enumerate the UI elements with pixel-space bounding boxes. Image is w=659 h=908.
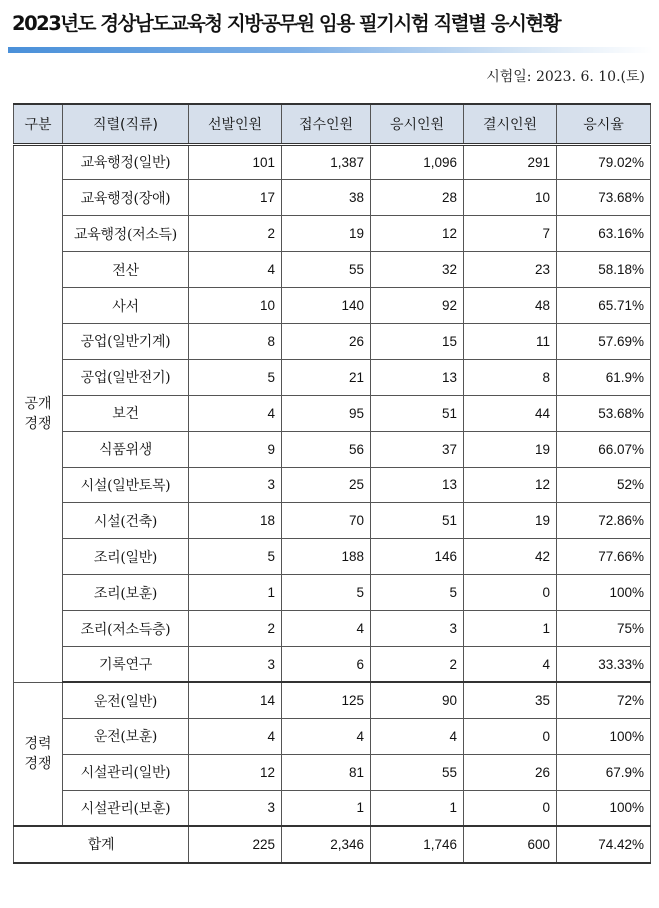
applied-cell: 55 (282, 252, 371, 288)
total-absent-cell: 600 (464, 826, 557, 863)
absent-cell: 7 (464, 216, 557, 252)
selected-cell: 4 (189, 395, 282, 431)
table-row (14, 646, 651, 682)
absent-cell: 35 (464, 682, 557, 718)
attended-cell: 28 (371, 180, 464, 216)
category-cell (14, 144, 63, 682)
attended-cell: 90 (371, 682, 464, 718)
job-series-cell: 식품위생 (63, 431, 189, 467)
total-applied-cell: 2,346 (282, 826, 371, 863)
job-series-cell: 시설관리(보훈) (63, 790, 189, 826)
selected-cell: 14 (189, 682, 282, 718)
absent-cell: 23 (464, 252, 557, 288)
selected-cell: 101 (189, 144, 282, 180)
attended-cell: 51 (371, 503, 464, 539)
selected-cell: 2 (189, 216, 282, 252)
header-rate: 응시율 (557, 104, 651, 144)
absent-cell: 0 (464, 575, 557, 611)
rate-cell: 53.68% (557, 395, 651, 431)
rate-cell: 73.68% (557, 180, 651, 216)
applied-cell: 1,387 (282, 144, 371, 180)
category-line1: 공개 (24, 395, 52, 412)
attended-cell: 92 (371, 288, 464, 324)
title-underline-bar (8, 47, 653, 53)
selected-cell: 12 (189, 754, 282, 790)
rate-cell: 100% (557, 718, 651, 754)
job-series-cell: 조리(저소득층) (63, 611, 189, 647)
header-selected: 선발인원 (189, 104, 282, 144)
absent-cell: 44 (464, 395, 557, 431)
job-series-cell: 시설(건축) (63, 503, 189, 539)
category-line2: 경쟁 (24, 755, 52, 772)
job-series-cell: 운전(보훈) (63, 718, 189, 754)
table-body (14, 144, 651, 863)
applied-cell: 19 (282, 216, 371, 252)
job-series-cell: 조리(보훈) (63, 575, 189, 611)
job-series-cell: 교육행정(저소득) (63, 216, 189, 252)
rate-cell: 58.18% (557, 252, 651, 288)
absent-cell: 19 (464, 503, 557, 539)
category-cell (14, 682, 63, 826)
rate-cell: 33.33% (557, 646, 651, 682)
selected-cell: 3 (189, 467, 282, 503)
absent-cell: 1 (464, 611, 557, 647)
applied-cell: 25 (282, 467, 371, 503)
job-series-cell: 교육행정(장애) (63, 180, 189, 216)
job-series-cell: 기록연구 (63, 646, 189, 682)
page-title: 2023년도 경상남도교육청 지방공무원 임용 필기시험 직렬별 응시현황 (12, 12, 561, 35)
total-label: 합계 (14, 826, 189, 863)
table-row (14, 790, 651, 826)
category-line1: 경력 (24, 735, 52, 752)
attended-cell: 4 (371, 718, 464, 754)
absent-cell: 10 (464, 180, 557, 216)
table-row (14, 467, 651, 503)
table-row (14, 323, 651, 359)
table-row (14, 431, 651, 467)
job-series-cell: 조리(일반) (63, 539, 189, 575)
header-job-series: 직렬(직류) (63, 104, 189, 144)
table-row (14, 539, 651, 575)
absent-cell: 19 (464, 431, 557, 467)
rate-cell: 63.16% (557, 216, 651, 252)
total-attended-cell: 1,746 (371, 826, 464, 863)
absent-cell: 48 (464, 288, 557, 324)
table-row (14, 216, 651, 252)
attended-cell: 1,096 (371, 144, 464, 180)
applied-cell: 21 (282, 359, 371, 395)
attended-cell: 37 (371, 431, 464, 467)
selected-cell: 3 (189, 790, 282, 826)
rate-cell: 61.9% (557, 359, 651, 395)
applied-cell: 4 (282, 611, 371, 647)
attended-cell: 2 (371, 646, 464, 682)
table-row (14, 180, 651, 216)
header-attended: 응시인원 (371, 104, 464, 144)
table-row (14, 252, 651, 288)
attended-cell: 3 (371, 611, 464, 647)
rate-cell: 67.9% (557, 754, 651, 790)
rate-cell: 100% (557, 790, 651, 826)
attended-cell: 13 (371, 359, 464, 395)
absent-cell: 11 (464, 323, 557, 359)
rate-cell: 72% (557, 682, 651, 718)
job-series-cell: 교육행정(일반) (63, 144, 189, 180)
rate-cell: 75% (557, 611, 651, 647)
table-row (14, 144, 651, 180)
selected-cell: 10 (189, 288, 282, 324)
job-series-cell: 전산 (63, 252, 189, 288)
rate-cell: 66.07% (557, 431, 651, 467)
attended-cell: 1 (371, 790, 464, 826)
absent-cell: 0 (464, 790, 557, 826)
table-row (14, 754, 651, 790)
rate-cell: 77.66% (557, 539, 651, 575)
applied-cell: 56 (282, 431, 371, 467)
rate-cell: 72.86% (557, 503, 651, 539)
rate-cell: 65.71% (557, 288, 651, 324)
table-row (14, 682, 651, 718)
attended-cell: 12 (371, 216, 464, 252)
job-series-cell: 시설관리(일반) (63, 754, 189, 790)
exam-status-table (13, 103, 651, 864)
applied-cell: 26 (282, 323, 371, 359)
absent-cell: 42 (464, 539, 557, 575)
selected-cell: 4 (189, 718, 282, 754)
attended-cell: 32 (371, 252, 464, 288)
applied-cell: 38 (282, 180, 371, 216)
table-row (14, 503, 651, 539)
absent-cell: 8 (464, 359, 557, 395)
applied-cell: 140 (282, 288, 371, 324)
table-row (14, 359, 651, 395)
total-rate-cell: 74.42% (557, 826, 651, 863)
selected-cell: 2 (189, 611, 282, 647)
category-line2: 경쟁 (24, 415, 52, 432)
selected-cell: 5 (189, 539, 282, 575)
table-row (14, 611, 651, 647)
selected-cell: 9 (189, 431, 282, 467)
applied-cell: 188 (282, 539, 371, 575)
rate-cell: 57.69% (557, 323, 651, 359)
selected-cell: 18 (189, 503, 282, 539)
table-header-row (14, 104, 651, 144)
applied-cell: 125 (282, 682, 371, 718)
absent-cell: 291 (464, 144, 557, 180)
selected-cell: 8 (189, 323, 282, 359)
job-series-cell: 시설(일반토목) (63, 467, 189, 503)
applied-cell: 70 (282, 503, 371, 539)
absent-cell: 0 (464, 718, 557, 754)
applied-cell: 6 (282, 646, 371, 682)
rate-cell: 100% (557, 575, 651, 611)
selected-cell: 3 (189, 646, 282, 682)
table-row (14, 395, 651, 431)
applied-cell: 5 (282, 575, 371, 611)
applied-cell: 95 (282, 395, 371, 431)
table-row (14, 288, 651, 324)
header-category: 구분 (14, 104, 63, 144)
applied-cell: 1 (282, 790, 371, 826)
table-row (14, 718, 651, 754)
selected-cell: 5 (189, 359, 282, 395)
exam-date: 시험일: 2023. 6. 10.(토) (486, 69, 645, 85)
job-series-cell: 운전(일반) (63, 682, 189, 718)
applied-cell: 81 (282, 754, 371, 790)
absent-cell: 4 (464, 646, 557, 682)
table-row (14, 575, 651, 611)
header-absent: 결시인원 (464, 104, 557, 144)
job-series-cell: 공업(일반기계) (63, 323, 189, 359)
job-series-cell: 사서 (63, 288, 189, 324)
selected-cell: 1 (189, 575, 282, 611)
attended-cell: 5 (371, 575, 464, 611)
header-applied: 접수인원 (282, 104, 371, 144)
attended-cell: 13 (371, 467, 464, 503)
absent-cell: 12 (464, 467, 557, 503)
attended-cell: 15 (371, 323, 464, 359)
total-selected-cell: 225 (189, 826, 282, 863)
job-series-cell: 보건 (63, 395, 189, 431)
total-row (14, 826, 651, 863)
absent-cell: 26 (464, 754, 557, 790)
selected-cell: 4 (189, 252, 282, 288)
applied-cell: 4 (282, 718, 371, 754)
rate-cell: 52% (557, 467, 651, 503)
rate-cell: 79.02% (557, 144, 651, 180)
selected-cell: 17 (189, 180, 282, 216)
attended-cell: 51 (371, 395, 464, 431)
attended-cell: 55 (371, 754, 464, 790)
attended-cell: 146 (371, 539, 464, 575)
job-series-cell: 공업(일반전기) (63, 359, 189, 395)
